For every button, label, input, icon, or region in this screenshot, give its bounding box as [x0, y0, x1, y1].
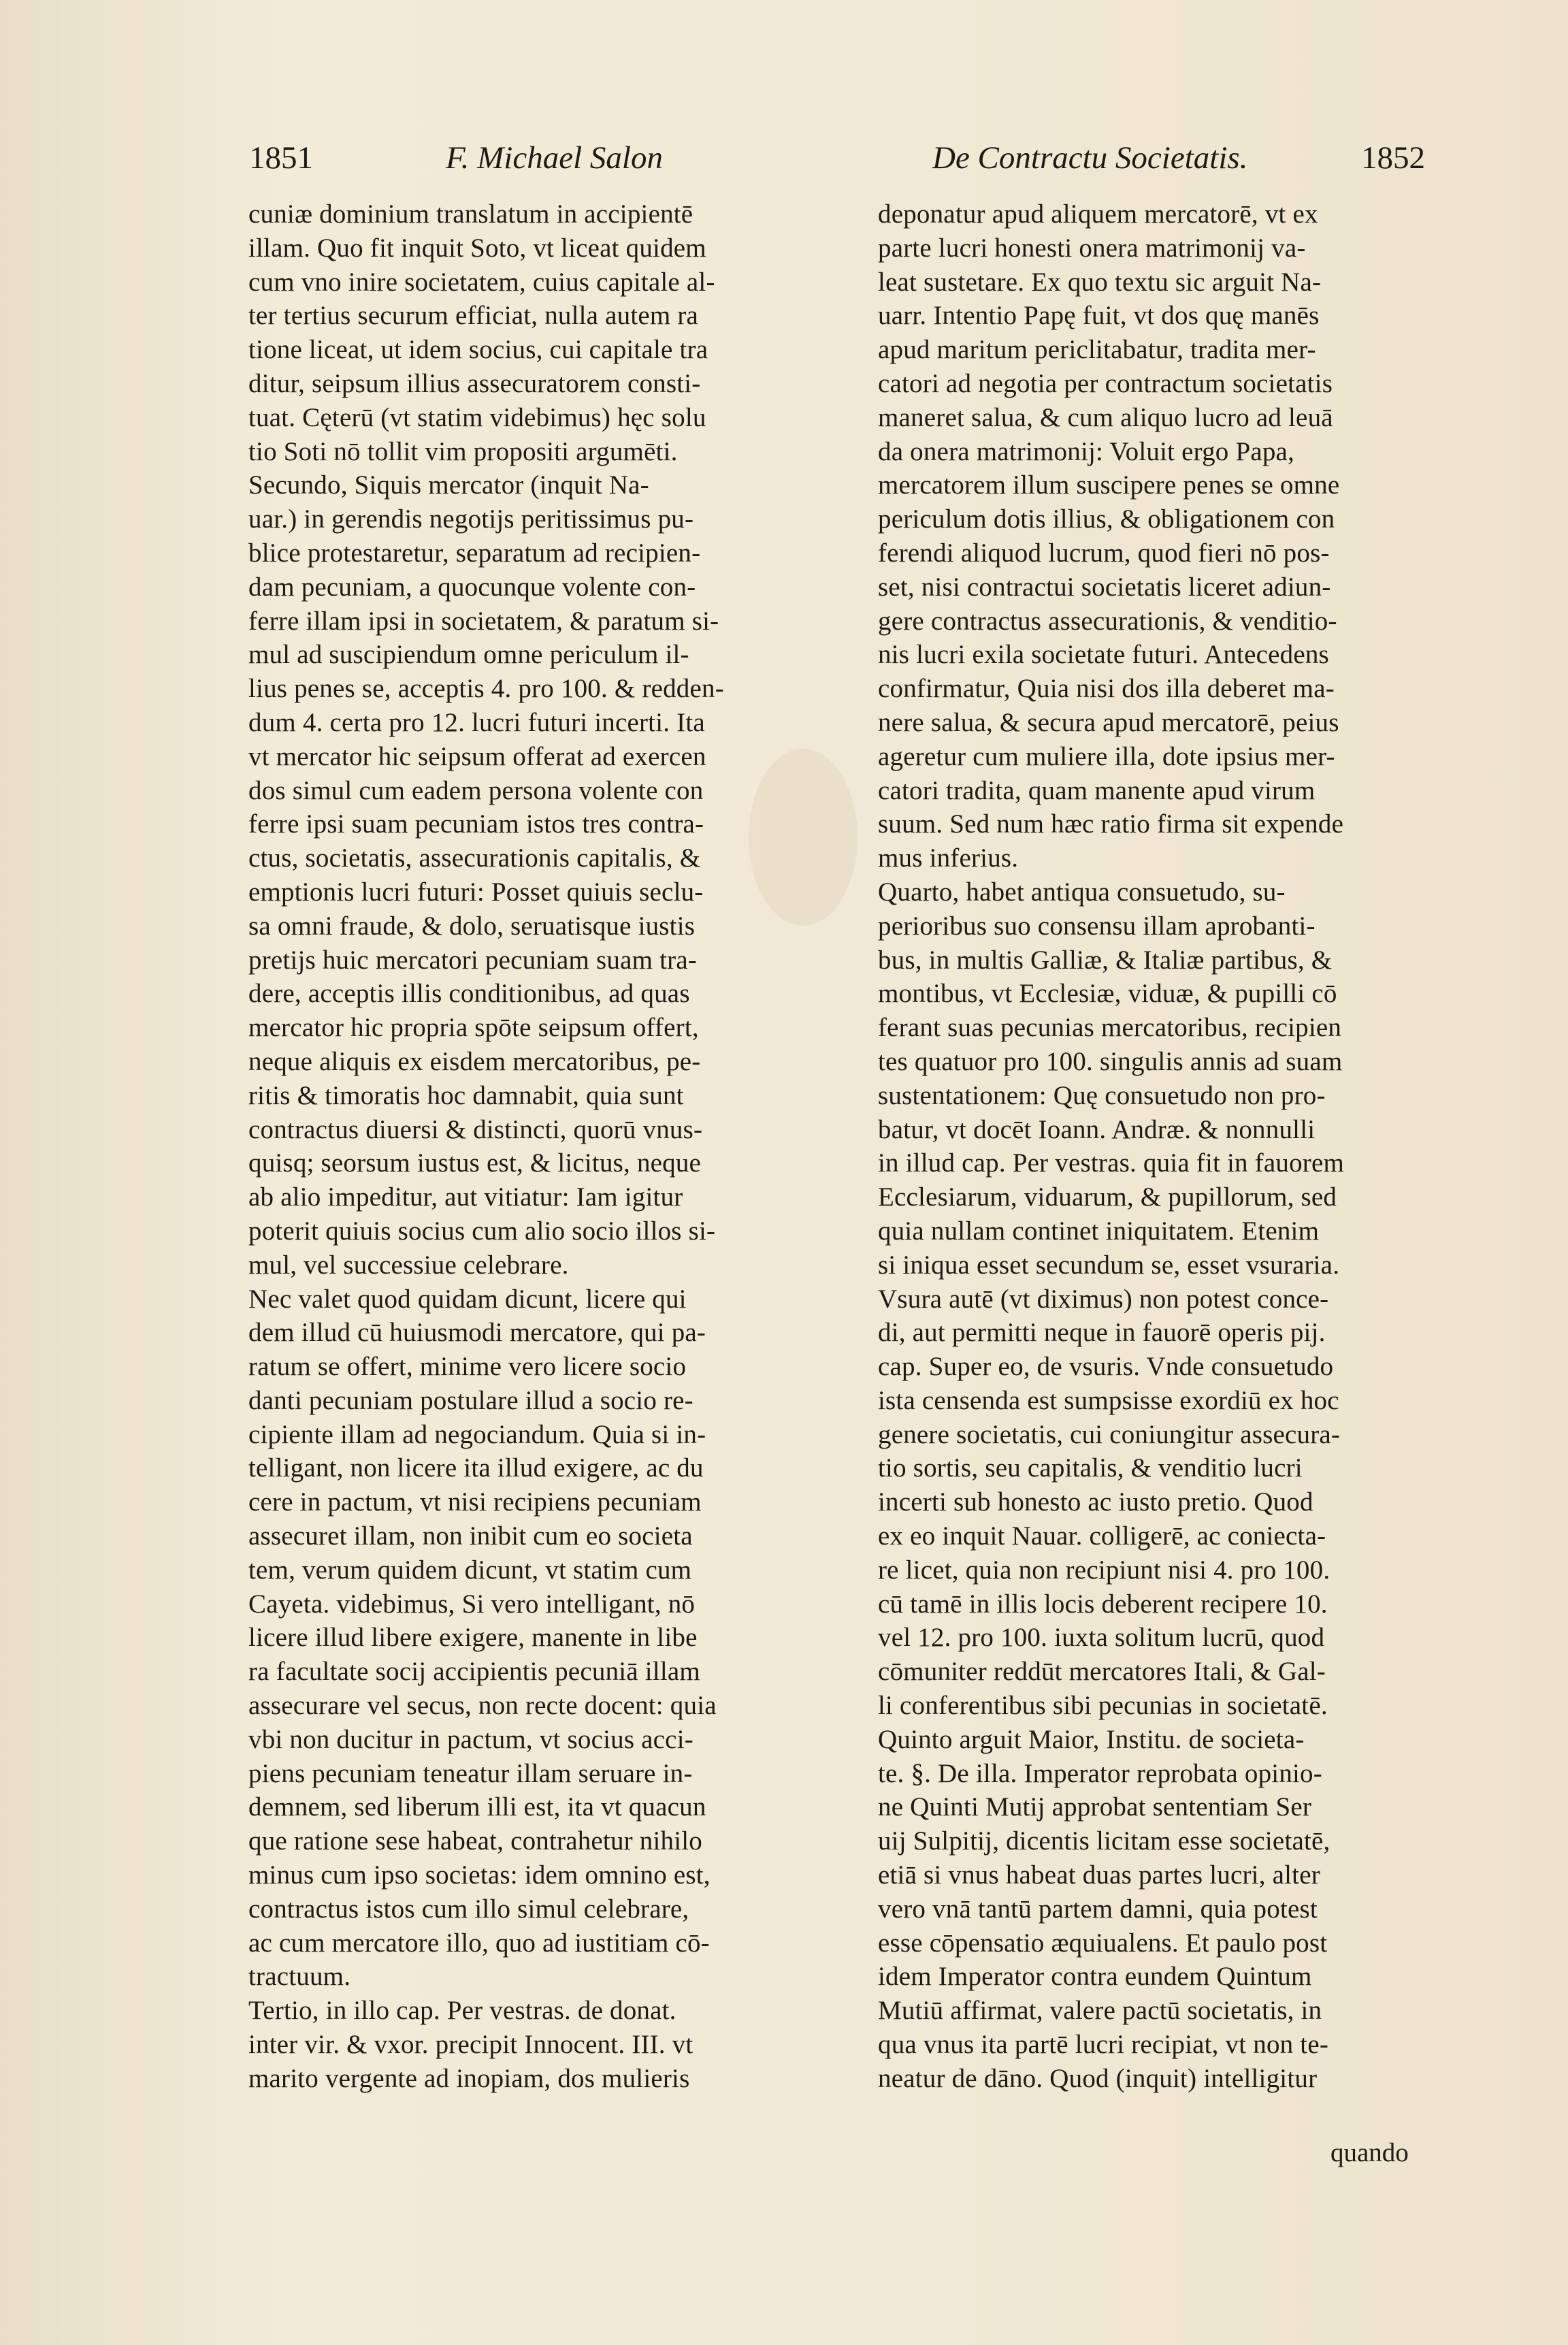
text-line: mul ad suscipiendum omne periculum il- — [248, 640, 689, 670]
text-line: montibus, vt Ecclesiæ, viduæ, & pupilli cō — [878, 979, 1337, 1009]
text-line: danti pecuniam postulare illud a socio re- — [248, 1385, 693, 1415]
text-line: tem, verum quidem dicunt, vt statim cum — [248, 1555, 692, 1585]
text-line: minus cum ipso societas: idem omnino est, — [248, 1860, 710, 1890]
text-line: cipiente illam ad negociandum. Quia si in- — [248, 1419, 706, 1449]
text-line: uar.) in gerendis negotijs peritissimus pu- — [248, 504, 694, 534]
text-line: mul, vel successiue celebrare. — [248, 1250, 569, 1280]
text-line: Cayeta. videbimus, Si vero intelligant, nō — [248, 1589, 696, 1619]
text-line: leat sustetare. Ex quo textu sic arguit Na- — [878, 267, 1322, 297]
text-line: incerti sub honesto ac iusto pretio. Quod — [878, 1487, 1313, 1517]
text-line: parte lucri honesti onera matrimonij va- — [878, 233, 1306, 263]
text-line: dos simul cum eadem persona volente con — [248, 775, 704, 805]
left-running-title: F. Michael Salon — [446, 140, 663, 176]
text-line: genere societatis, cui coniungitur assecura- — [878, 1419, 1341, 1449]
text-line: telligant, non licere ita illud exigere, ac du — [248, 1453, 704, 1483]
text-line: ferre ipsi suam pecuniam istos tres contra- — [248, 809, 704, 839]
text-line: que ratione sese habeat, contrahetur nihilo — [248, 1826, 703, 1856]
text-line: Vsura autē (vt diximus) non potest conce- — [878, 1284, 1329, 1314]
text-line: suum. Sed num hæc ratio firma sit expende — [878, 809, 1344, 839]
text-line: catori ad negotia per contractum societatis — [878, 368, 1333, 398]
text-line: esse cōpensatio æquiualens. Et paulo post — [878, 1928, 1328, 1958]
text-line: nere salua, & secura apud mercatorē, peius — [878, 707, 1339, 737]
text-line: quisq; seorsum iustus est, & licitus, neque — [248, 1148, 702, 1178]
text-line: Ecclesiarum, viduarum, & pupillorum, sed — [878, 1182, 1337, 1212]
text-line: li conferentibus sibi pecunias in societatē. — [878, 1691, 1328, 1721]
text-line: catori tradita, quam manente apud virum — [878, 775, 1316, 805]
text-line: tio Soti nō tollit vim propositi argumēti. — [248, 436, 678, 466]
text-line: sa omni fraude, & dolo, seruatisque iustis — [248, 911, 696, 941]
text-line: perioribus suo consensu illam aprobanti- — [878, 911, 1316, 941]
text-line: da onera matrimonij: Voluit ergo Papa, — [878, 436, 1295, 466]
text-line: ne Quinti Mutij approbat sententiam Ser — [878, 1792, 1312, 1822]
text-line: tractuum. — [248, 1962, 351, 1992]
text-line: mercatorem illum suscipere penes se omne — [878, 470, 1340, 500]
text-line: Mutiū affirmat, valere pactū societatis, in — [878, 1996, 1322, 2026]
text-line: ferre illam ipsi in societatem, & paratum si- — [248, 606, 719, 636]
text-line: apud maritum periclitabatur, tradita mer- — [878, 335, 1316, 365]
text-line: dum 4. certa pro 12. lucri futuri incerti. Ita — [248, 707, 705, 737]
text-line: dere, acceptis illis conditionibus, ad quas — [248, 979, 690, 1009]
text-line: marito vergente ad inopiam, dos mulieris — [248, 2063, 690, 2093]
text-line: batur, vt docēt Ioann. Andræ. & nonnulli — [878, 1114, 1316, 1144]
text-line: pretijs huic mercatori pecuniam suam tra- — [248, 945, 698, 975]
text-line: quia nullam continet iniquitatem. Etenim — [878, 1216, 1320, 1246]
text-line: ferendi aliquod lucrum, quod fieri nō pos- — [878, 538, 1330, 568]
text-line: contractus istos cum illo simul celebrare, — [248, 1894, 689, 1924]
text-line: assecurare vel secus, non recte docent: quia — [248, 1691, 717, 1721]
text-line: vbi non ducitur in pactum, vt socius acci- — [248, 1724, 693, 1754]
right-text-column — [878, 197, 1436, 2096]
text-line: idem Imperator contra eundem Quintum — [878, 1962, 1312, 1992]
text-line: set, nisi contractui societatis liceret adiun- — [878, 572, 1331, 602]
page-header — [0, 140, 1568, 187]
text-line: ex eo inquit Nauar. colligerē, ac coniecta- — [878, 1521, 1326, 1551]
text-line: neque aliquis ex eisdem mercatoribus, pe- — [248, 1046, 701, 1076]
text-line: vt mercator hic seipsum offerat ad exercen — [248, 741, 706, 771]
right-running-title: De Contractu Societatis. — [932, 140, 1248, 176]
text-line: ac cum mercatore illo, quo ad iustitiam cō- — [248, 1928, 710, 1958]
text-line: bus, in multis Galliæ, & Italiæ partibus, & — [878, 945, 1333, 975]
text-line: piens pecuniam teneatur illam seruare in- — [248, 1758, 693, 1788]
text-line: periculum dotis illius, & obligationem con — [878, 504, 1335, 534]
text-line: te. §. De illa. Imperator reprobata opinio- — [878, 1758, 1322, 1788]
text-line: ageretur cum muliere illa, dote ipsius mer- — [878, 741, 1335, 771]
text-line: Tertio, in illo cap. Per vestras. de donat. — [248, 1996, 676, 2026]
text-line: cū tamē in illis locis deberent recipere 10. — [878, 1589, 1328, 1619]
text-line: di, aut permitti neque in fauorē operis pij. — [878, 1318, 1326, 1348]
text-line: inter vir. & vxor. precipit Innocent. III. vt — [248, 2030, 693, 2060]
text-line: si iniqua esset secundum se, esset vsuraria. — [878, 1250, 1340, 1280]
text-line: gere contractus assecurationis, & venditio- — [878, 606, 1337, 636]
text-line: cum vno inire societatem, cuius capitale al- — [248, 267, 715, 297]
text-line: assecuret illam, non inibit cum eo societa — [248, 1521, 693, 1551]
text-line: tes quatuor pro 100. singulis annis ad suam — [878, 1046, 1343, 1076]
text-line: demnem, sed liberum illi est, ita vt quacun — [248, 1792, 706, 1822]
catchword: quando — [1330, 2138, 1409, 2167]
text-line: cuniæ dominium translatum in accipientē — [248, 199, 693, 229]
text-line: cere in pactum, vt nisi recipiens pecuniam — [248, 1487, 702, 1517]
text-line: uij Sulpitij, dicentis licitam esse societatē, — [878, 1826, 1330, 1856]
text-line: licere illud libere exigere, manente in libe — [248, 1623, 698, 1653]
text-line: Quarto, habet antiqua consuetudo, su- — [878, 877, 1286, 907]
text-line: confirmatur, Quia nisi dos illa deberet ma- — [878, 674, 1335, 704]
text-line: nis lucri exila societate futuri. Antecedens — [878, 640, 1329, 670]
text-line: lius penes se, acceptis 4. pro 100. & redden- — [248, 674, 724, 704]
text-line: Secundo, Siquis mercator (inquit Na- — [248, 470, 649, 500]
text-line: ctus, societatis, assecurationis capitalis, & — [248, 843, 701, 873]
text-line: maneret salua, & cum aliquo lucro ad leuā — [878, 402, 1333, 432]
text-line: cōmuniter reddūt mercatores Itali, & Gal- — [878, 1657, 1326, 1687]
text-line: dam pecuniam, a quocunque volente con- — [248, 572, 696, 602]
text-line: contractus diuersi & distincti, quorū vnus- — [248, 1114, 703, 1144]
text-line: illam. Quo fit inquit Soto, vt liceat quidem — [248, 233, 706, 263]
text-line: mus inferius. — [878, 843, 1019, 873]
text-line: deponatur apud aliquem mercatorē, vt ex — [878, 199, 1318, 229]
text-line: ritis & timoratis hoc damnabit, quia sunt — [248, 1080, 684, 1110]
text-line: ista censenda est sumpsisse exordiū ex hoc — [878, 1385, 1339, 1415]
text-line: etiā si vnus habeat duas partes lucri, alter — [878, 1860, 1320, 1890]
text-line: poterit quiuis socius cum alio socio illos si- — [248, 1216, 716, 1246]
text-line: tione liceat, ut idem socius, cui capitale tra — [248, 335, 708, 365]
text-line: qua vnus ita partē lucri recipiat, vt non te- — [878, 2030, 1329, 2060]
text-line: Quinto arguit Maior, Institu. de societa- — [878, 1724, 1305, 1754]
text-line: tuat. Cęterū (vt statim videbimus) hęc solu — [248, 402, 706, 432]
text-line: in illud cap. Per vestras. quia fit in fauorem — [878, 1148, 1345, 1178]
text-line: ab alio impeditur, aut vitiatur: Iam igitur — [248, 1182, 683, 1212]
text-line: ter tertius securum efficiat, nulla autem ra — [248, 301, 699, 331]
text-line: sustentationem: Quę consuetudo non pro- — [878, 1080, 1326, 1110]
text-line: ditur, seipsum illius assecuratorem consti- — [248, 368, 701, 398]
left-text-column — [248, 197, 806, 2096]
text-line: Nec valet quod quidam dicunt, licere qui — [248, 1284, 687, 1314]
text-line: neatur de dāno. Quod (inquit) intelligitur — [878, 2063, 1318, 2093]
text-line: cap. Super eo, de vsuris. Vnde consuetudo — [878, 1352, 1334, 1382]
text-line: dem illud cū huiusmodi mercatore, qui pa- — [248, 1318, 706, 1348]
text-line: uarr. Intentio Papę fuit, vt dos quę manēs — [878, 301, 1320, 331]
text-line: ra facultate socij accipientis pecuniā illam — [248, 1657, 700, 1687]
text-line: emptionis lucri futuri: Posset quiuis seclu- — [248, 877, 704, 907]
text-line: vero vnā tantū partem damni, quia potest — [878, 1894, 1318, 1924]
right-page-number: 1852 — [1361, 140, 1425, 176]
text-line: re licet, quia non recipiunt nisi 4. pro 100. — [878, 1555, 1330, 1585]
text-line: mercator hic propria spōte seipsum offert, — [248, 1013, 699, 1043]
text-line: blice protestaretur, separatum ad recipien- — [248, 538, 701, 568]
text-line: ratum se offert, minime vero licere socio — [248, 1352, 687, 1382]
text-line: ferant suas pecunias mercatoribus, recipien — [878, 1013, 1342, 1043]
text-line: tio sortis, seu capitalis, & venditio lucri — [878, 1453, 1303, 1483]
text-line: vel 12. pro 100. iuxta solitum lucrū, quod — [878, 1623, 1325, 1653]
left-page-number: 1851 — [249, 140, 313, 176]
